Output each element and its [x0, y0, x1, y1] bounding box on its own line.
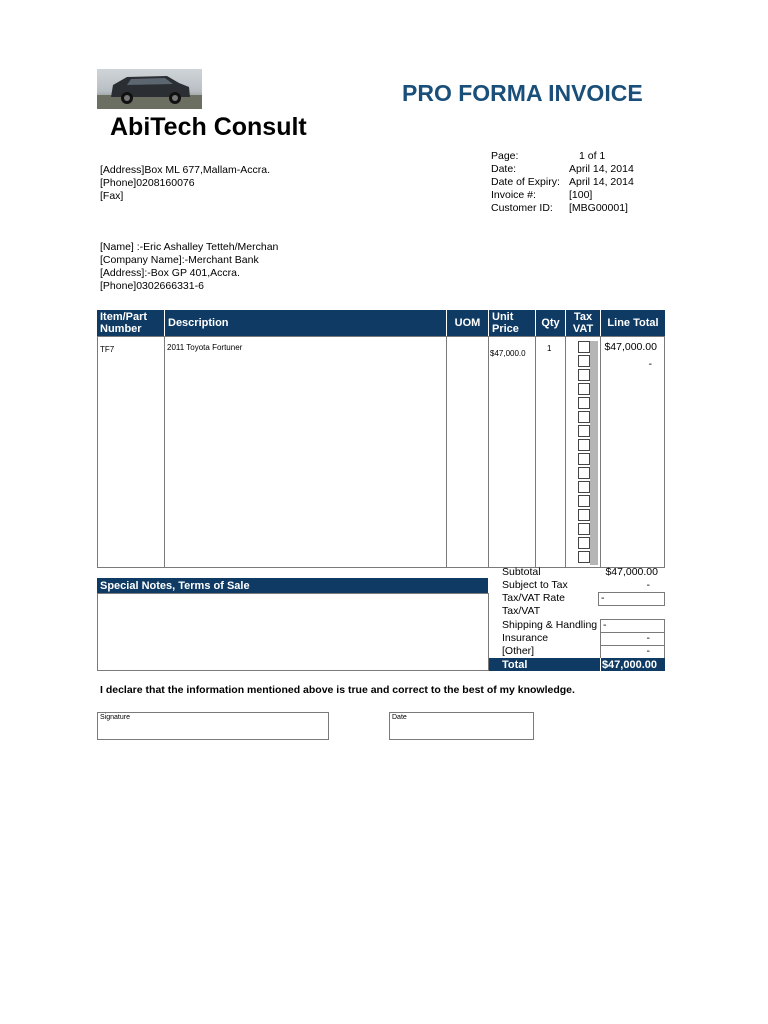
- row-1-description: 2011 Toyota Fortuner: [167, 343, 243, 352]
- tax-rate-label: Tax/VAT Rate: [502, 592, 566, 604]
- page-title: PRO FORMA INVOICE: [402, 80, 643, 106]
- tax-checkbox[interactable]: [578, 369, 590, 381]
- company-name: AbiTech Consult: [110, 113, 307, 141]
- tax-checkbox[interactable]: [578, 397, 590, 409]
- date-label: Date: [392, 714, 407, 721]
- total-label: Total: [489, 658, 600, 671]
- subject-to-tax-label: Subject to Tax: [502, 579, 568, 591]
- header-line-total: Line Total: [600, 310, 665, 336]
- tax-checkbox[interactable]: [578, 425, 590, 437]
- customer-address: [Address]:-Box GP 401,Accra.: [100, 267, 240, 279]
- shipping-label: Shipping & Handling: [502, 619, 598, 631]
- header-qty: Qty: [535, 310, 565, 336]
- invoice-meta: [491, 150, 634, 215]
- row-1-unit-price: $47,000.0: [490, 349, 526, 358]
- header-item: Item/Part Number: [97, 310, 164, 336]
- customer-company: [Company Name]:-Merchant Bank: [100, 254, 259, 266]
- tax-checkbox[interactable]: [578, 523, 590, 535]
- notes-header: Special Notes, Terms of Sale: [97, 578, 488, 593]
- tax-checkbox[interactable]: [578, 481, 590, 493]
- total-value: $47,000.00: [600, 658, 665, 671]
- sender-phone: [Phone]0208160076: [100, 177, 195, 189]
- shipping-value: -: [603, 619, 607, 631]
- meta-invoice-number: Invoice #: [100]: [491, 189, 593, 201]
- tax-checkbox[interactable]: [578, 439, 590, 451]
- header-tax: Tax VAT: [565, 310, 600, 336]
- tax-checkbox[interactable]: [578, 509, 590, 521]
- other-label: [Other]: [502, 645, 535, 657]
- customer-name: [Name] :-Eric Ashalley Tetteh/Merchan: [100, 241, 278, 253]
- tax-checkbox[interactable]: [578, 537, 590, 549]
- customer-phone: [Phone]0302666331-6: [100, 280, 204, 292]
- meta-expiry: Date of Expiry: April 14, 2014: [491, 176, 634, 188]
- meta-date: Date: April 14, 2014: [491, 163, 634, 175]
- insurance-value: -: [646, 632, 650, 644]
- meta-customer-id: Customer ID: [MBG00001]: [491, 202, 628, 214]
- tax-checkbox[interactable]: [578, 495, 590, 507]
- meta-page: Page: 1 of 1: [491, 150, 606, 162]
- subject-to-tax-value: -: [646, 579, 650, 591]
- tax-column-strip: [590, 341, 598, 565]
- tax-checkbox[interactable]: [578, 551, 590, 563]
- tax-checkbox[interactable]: [578, 453, 590, 465]
- signature-label: Signature: [100, 714, 130, 721]
- declaration-text: I declare that the information mentioned above is true and correct to the best of my knowledge.: [100, 684, 575, 696]
- tax-checkbox[interactable]: [578, 467, 590, 479]
- tax-rate-value: -: [601, 592, 605, 604]
- subtotal-label: Subtotal: [502, 566, 541, 578]
- subtotal-value: $47,000.00: [605, 566, 658, 578]
- notes-box[interactable]: [97, 593, 489, 671]
- other-value: -: [646, 645, 650, 657]
- header-uom: UOM: [446, 310, 488, 336]
- tax-checkbox[interactable]: [578, 383, 590, 395]
- header-description: Description: [164, 310, 446, 336]
- header-unit-price: Unit Price: [488, 310, 535, 336]
- row-1-qty: 1: [547, 344, 552, 353]
- tax-label: Tax/VAT: [502, 605, 541, 617]
- sender-info: [100, 164, 270, 203]
- row-1-item: TF7: [100, 345, 115, 354]
- date-field[interactable]: [389, 712, 534, 740]
- customer-info: [100, 241, 278, 293]
- tax-checkbox[interactable]: [578, 341, 590, 353]
- tax-rate-input[interactable]: [598, 592, 665, 606]
- row-2-line-total: -: [648, 358, 652, 370]
- sender-fax: [Fax]: [100, 190, 124, 202]
- sender-address: [Address]Box ML 677,Mallam-Accra.: [100, 164, 271, 176]
- tax-checkbox[interactable]: [578, 411, 590, 423]
- shipping-input[interactable]: [600, 619, 665, 633]
- tax-checkbox[interactable]: [578, 355, 590, 367]
- signature-field[interactable]: [97, 712, 329, 740]
- row-1-line-total: $47,000.00: [604, 341, 657, 353]
- car-photo-icon: [97, 69, 202, 109]
- insurance-label: Insurance: [502, 632, 549, 644]
